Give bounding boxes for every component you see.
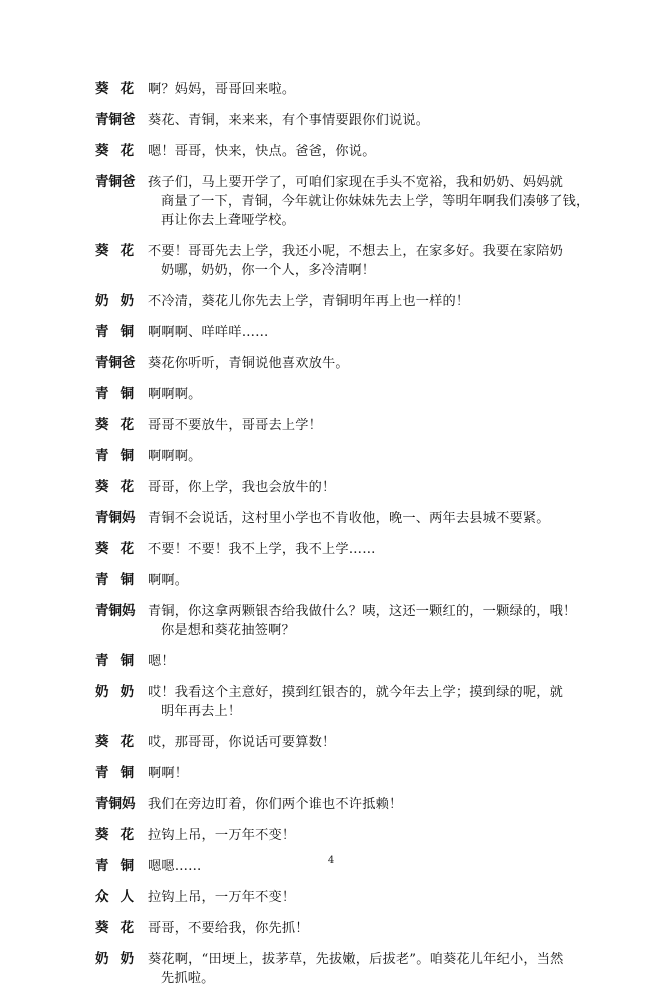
dialogue-line	[95, 416, 595, 435]
speech-line: 啊啊啊。	[148, 449, 202, 464]
speech-line: 哥哥不要放牛，哥哥去上学！	[148, 418, 323, 433]
speech-line: 拉钩上吊，一万年不变！	[148, 890, 296, 905]
dialogue-line	[95, 292, 595, 311]
dialogue-line	[95, 242, 595, 280]
speech-line: 啊啊啊、咩咩咩……	[148, 325, 269, 340]
speech-line: 青铜，你这拿两颗银杏给我做什么？咦，这还一颗红的，一颗绿的，哦！	[148, 604, 577, 619]
speaker-name: 葵花	[95, 417, 147, 433]
speech-continuation: 明年再去上！	[161, 704, 242, 719]
speech-continuation: 奶哪，奶奶，你一个人，多冷清啊！	[161, 263, 376, 278]
speech-text	[148, 478, 595, 497]
speaker-name: 奶奶	[95, 293, 147, 309]
speech-text	[148, 292, 595, 311]
speaker-name: 青铜	[95, 324, 147, 340]
dialogue-line	[95, 733, 595, 752]
speaker-name: 青铜妈	[95, 510, 136, 526]
speech-line: 哥哥，你上学，我也会放牛的！	[148, 480, 336, 495]
speech-line: 哎，那哥哥，你说话可要算数！	[148, 735, 336, 750]
speech-line: 我们在旁边盯着，你们两个谁也不许抵赖！	[148, 797, 403, 812]
speech-line: 青铜不会说话，这村里小学也不肯收他，晚一、两年去县城不要紧。	[148, 511, 550, 526]
speaker-name: 青铜	[95, 572, 147, 588]
dialogue-line	[95, 919, 595, 938]
speaker-name: 葵花	[95, 243, 147, 259]
dialogue-line	[95, 173, 595, 230]
speaker-name: 葵花	[95, 81, 147, 97]
speech-text	[148, 354, 595, 373]
speech-line: 不要！哥哥先去上学，我还小呢，不想去上，在家多好。我要在家陪奶	[148, 244, 564, 259]
dialogue-line	[95, 354, 595, 373]
speaker-name: 青铜	[95, 765, 147, 781]
speech-text	[148, 683, 595, 721]
speech-line: 啊？妈妈，哥哥回来啦。	[148, 82, 296, 97]
speech-continuation: 商量了一下，青铜，今年就让你妹妹先去上学，等明年啊我们凑够了钱，	[161, 194, 590, 209]
speech-continuation: 先抓啦。	[161, 971, 215, 986]
page-number: 4	[327, 855, 335, 866]
speech-line: 哎！我看这个主意好，摸到红银杏的，就今年去上学；摸到绿的呢，就	[148, 685, 564, 700]
dialogue-line	[95, 764, 595, 783]
speaker-name: 青铜爸	[95, 112, 136, 128]
dialogue-line	[95, 888, 595, 907]
speech-text	[148, 652, 595, 671]
speech-text	[148, 242, 595, 280]
speech-text	[148, 142, 595, 161]
speech-text	[148, 888, 595, 907]
speaker-name: 葵花	[95, 541, 147, 557]
dialogue-line	[95, 142, 595, 161]
speaker-name: 奶奶	[95, 951, 147, 967]
speech-text	[148, 602, 595, 640]
speech-line: 啊啊啊。	[148, 387, 202, 402]
speech-text	[148, 733, 595, 752]
speaker-name: 青铜爸	[95, 355, 136, 371]
dialogue-line	[95, 80, 595, 99]
dialogue-line	[95, 571, 595, 590]
speech-text	[148, 571, 595, 590]
speaker-name: 葵花	[95, 734, 147, 750]
dialogue-line	[95, 795, 595, 814]
speech-line: 不要！不要！我不上学，我不上学……	[148, 542, 376, 557]
speech-line: 啊啊！	[148, 766, 189, 781]
speech-text	[148, 795, 595, 814]
speech-text	[148, 919, 595, 938]
speech-text	[148, 509, 595, 528]
dialogue-line	[95, 478, 595, 497]
dialogue-line	[95, 323, 595, 342]
speech-continuation: 再让你去上聋哑学校。	[161, 213, 295, 228]
speech-line: 不冷清，葵花儿你先去上学，青铜明年再上也一样的！	[148, 294, 470, 309]
dialogue-line	[95, 540, 595, 559]
dialogue-line	[95, 652, 595, 671]
dialogue-line	[95, 683, 595, 721]
speech-text	[148, 764, 595, 783]
speaker-name: 葵花	[95, 920, 147, 936]
dialogue-line	[95, 447, 595, 466]
speech-line: 葵花你听听，青铜说他喜欢放牛。	[148, 356, 349, 371]
speech-text	[148, 447, 595, 466]
speech-text	[148, 80, 595, 99]
speech-text	[148, 826, 595, 845]
speaker-name: 青铜妈	[95, 603, 136, 619]
speaker-name: 众人	[95, 889, 147, 905]
dialogue-line	[95, 111, 595, 130]
speech-text	[148, 540, 595, 559]
speaker-name: 葵花	[95, 143, 147, 159]
dialogue-line	[95, 950, 595, 988]
speech-text	[148, 950, 595, 988]
speaker-name: 青铜	[95, 653, 147, 669]
speaker-name: 葵花	[95, 479, 147, 495]
speech-text	[148, 323, 595, 342]
speaker-name: 青铜妈	[95, 796, 136, 812]
dialogue-line	[95, 826, 595, 845]
dialogue-line	[95, 509, 595, 528]
speech-continuation: 你是想和葵花抽签啊？	[161, 623, 295, 638]
speech-line: 葵花、青铜，来来来，有个事情要跟你们说说。	[148, 113, 430, 128]
speech-line: 嗯嗯……	[148, 859, 202, 874]
speaker-name: 青铜	[95, 386, 147, 402]
speech-line: 嗯！	[148, 654, 175, 669]
dialogue-line	[95, 602, 595, 640]
speech-line: 葵花啊，“田埂上，拔茅草，先拔嫩，后拔老”。咱葵花儿年纪小，当然	[148, 952, 564, 967]
speech-text	[148, 416, 595, 435]
speech-text	[148, 111, 595, 130]
speaker-name: 青铜	[95, 448, 147, 464]
speech-line: 哥哥，不要给我，你先抓！	[148, 921, 309, 936]
speaker-name: 青铜爸	[95, 174, 136, 190]
speech-text	[148, 385, 595, 404]
speech-line: 拉钩上吊，一万年不变！	[148, 828, 296, 843]
speech-text	[148, 173, 595, 230]
speech-line: 孩子们，马上要开学了，可咱们家现在手头不宽裕，我和奶奶、妈妈就	[148, 175, 564, 190]
speaker-name: 葵花	[95, 827, 147, 843]
dialogue-line	[95, 385, 595, 404]
speech-line: 嗯！哥哥，快来，快点。爸爸，你说。	[148, 144, 376, 159]
speaker-name: 奶奶	[95, 684, 147, 700]
speech-line: 啊啊。	[148, 573, 189, 588]
speaker-name: 青铜	[95, 858, 147, 874]
